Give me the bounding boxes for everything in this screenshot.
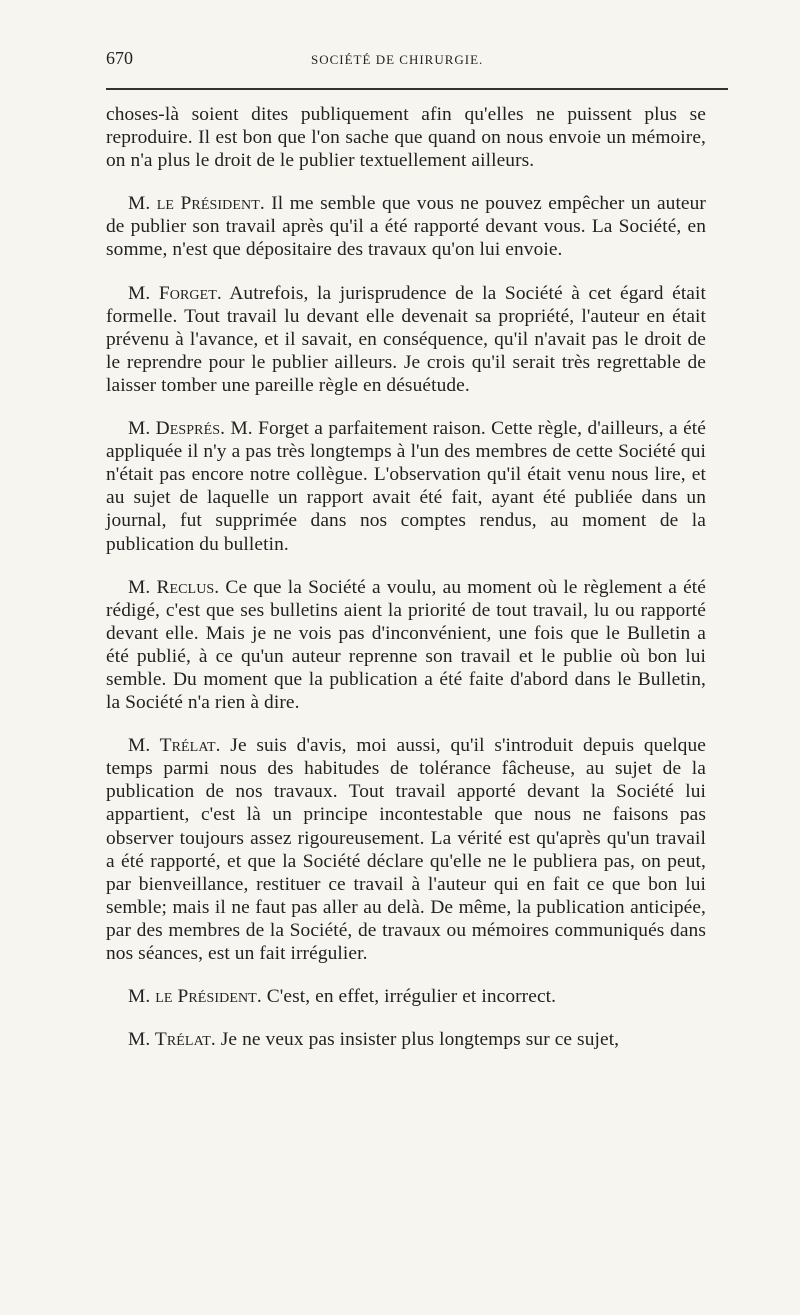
paragraph	[106, 985, 706, 1008]
speaker-name: M. Forget.	[128, 282, 222, 304]
speaker-name: M. Trélat.	[128, 735, 221, 757]
paragraph-text: M. Forget a parfaitement raison. Cette règle, d'ailleurs, a été appliquée il n'y a pas très longtemps à l'un des membres de cette Société qui n'était pas encore notre collègue. L'observation qu'il était venu nous lire, et au sujet de laquelle un rapport avait été fait, ayant été publiée dans un journal, fut supprimée dans nos comptes rendus, au moment de la publication du bulletin.	[106, 418, 706, 555]
paragraph	[106, 192, 706, 261]
paragraph	[106, 734, 706, 965]
paragraph	[106, 1028, 706, 1051]
page-header	[106, 48, 720, 72]
paragraph	[106, 282, 706, 397]
paragraph-text: Je ne veux pas insister plus longtemps sur ce sujet,	[215, 1029, 620, 1051]
paragraph-text: choses-là soient dites publiquement afin qu'elles ne puissent plus se reproduire. Il est bon que l'on sache que quand on nous envoie un mémoire, on n'a plus le droit de le publier textuellement ailleurs.	[106, 104, 706, 172]
paragraph-text: Ce que la Société a voulu, au moment où le règlement a été rédigé, c'est que ses bulletins aient la priorité de tout travail, lu ou rapporté devant elle. Mais je ne vois pas d'inconvénient, une fois que le Bulletin a été publié, à ce qu'un auteur reprenne son travail et le publie où bon lui semble. Du moment que la publication a été faite d'abord dans le Bulletin, la Société n'a rien à dire.	[106, 576, 706, 714]
speaker-name: M. Reclus.	[128, 576, 220, 598]
paragraph-text: C'est, en effet, irrégulier et incorrect.	[261, 986, 557, 1008]
speaker-name: M. Trélat.	[128, 1029, 216, 1051]
page-number: 670	[106, 48, 133, 68]
speaker-name: M. Després.	[128, 418, 226, 440]
paragraph-text: Je suis d'avis, moi aussi, qu'il s'introduit depuis quelque temps parmi nous des habitudes de tolérance fâcheuse, au sujet de la publication de nos travaux. Tout travail apporté devant la Société lui appartient, c'est là un principe incontestable que nous ne faisons pas observer toujours assez rigoureusement. La vérité est qu'après qu'un travail a été rapporté, et que la Société déclare qu'elle ne le publiera pas, on peut, par bienveillance, restituer ce travail à l'auteur qui en fait ce que bon lui semble; mais il ne faut pas aller au delà. De même, la publication anticipée, par des membres de la Société, de travaux ou mémoires communiqués dans nos séances, est un fait irrégulier.	[106, 735, 706, 964]
paragraph-text: Il me semble que vous ne pouvez empêcher un auteur de publier son travail après qu'il a été rapporté devant vous. La Société, en somme, n'est que dépositaire des travaux qu'on lui envoie.	[106, 193, 706, 261]
speaker-name: M. le Président.	[128, 986, 262, 1008]
paragraph-text: Autrefois, la jurisprudence de la Société à cet égard était formelle. Tout travail lu devant elle devenait sa propriété, l'auteur en était prévenu à l'avance, et il savait, en conséquence, qu'il n'avait pas le droit de le reprendre pour le publier ailleurs. Je crois qu'il serait très regrettable de laisser tomber une pareille règle en désuétude.	[106, 282, 706, 396]
paragraph	[106, 576, 706, 715]
running-title: SOCIÉTÉ DE CHIRURGIE.	[311, 52, 484, 67]
paragraph	[106, 417, 706, 556]
header-rule	[106, 88, 728, 90]
paragraph	[106, 103, 706, 172]
body-text	[106, 103, 706, 1071]
speaker-name: M. le Président.	[128, 193, 265, 215]
